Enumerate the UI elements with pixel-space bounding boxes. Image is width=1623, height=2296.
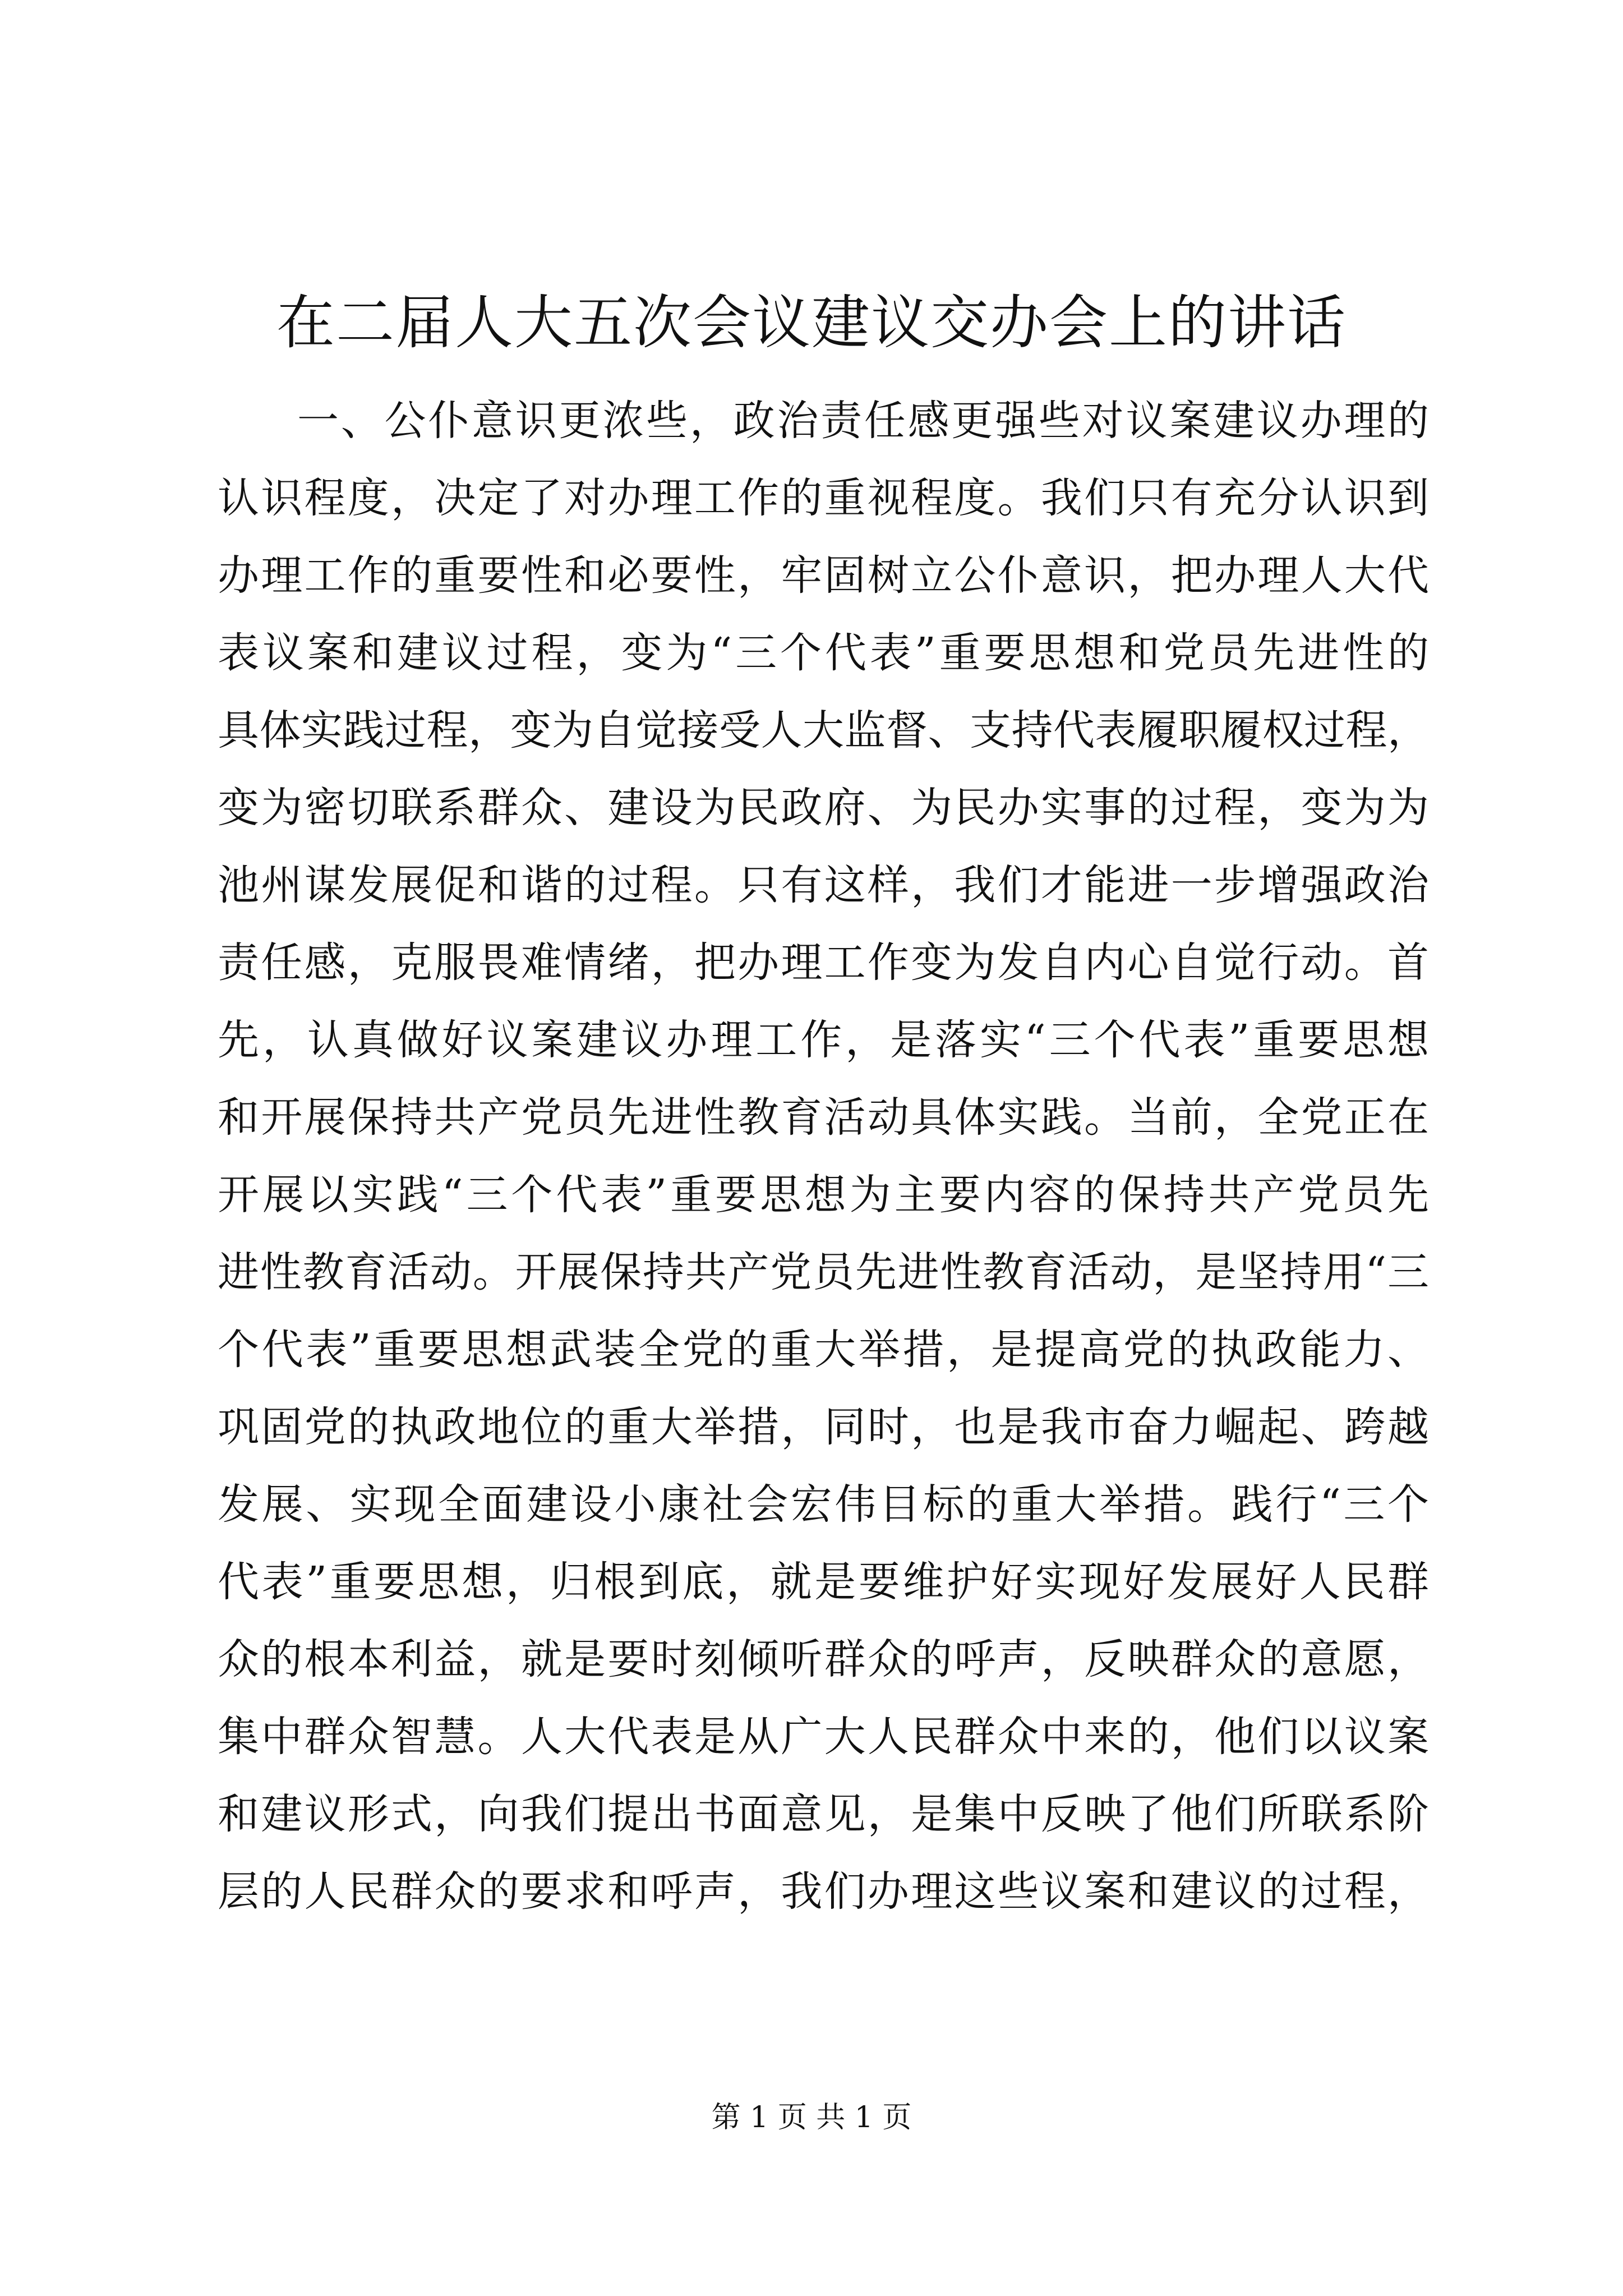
body-line: 代表”重要思想，归根到底，就是要维护好实现好发展好人民群 [218,1558,1429,1606]
page-footer: 第 1 页 共 1 页 [711,2101,912,2134]
body-line: 变为密切联系群众、建设为民政府、为民办实事的过程，变为为 [218,784,1429,832]
body-line: 和开展保持共产党员先进性教育活动具体实践。当前，全党正在 [218,1093,1429,1142]
body-line: 池州谋发展促和谐的过程。只有这样，我们才能进一步增强政治 [218,861,1429,909]
body-line: 表议案和建议过程，变为“三个代表”重要思想和党员先进性的 [218,629,1429,677]
body-line: 具体实践过程，变为自觉接受人大监督、支持代表履职履权过程， [218,706,1429,754]
body-line: 办理工作的重要性和必要性，牢固树立公仆意识，把办理人大代 [218,551,1429,600]
body-line: 和建议形式，向我们提出书面意见，是集中反映了他们所联系阶 [218,1790,1429,1838]
body-line: 巩固党的执政地位的重大举措，同时，也是我市奋力崛起、跨越 [218,1403,1429,1451]
body-line: 责任感，克服畏难情绪，把办理工作变为发自内心自觉行动。首 [218,938,1429,987]
body-line: 认识程度，决定了对办理工作的重视程度。我们只有充分认识到 [218,474,1429,522]
body-line: 发展、实现全面建设小康社会宏伟目标的重大举措。践行“三个 [218,1480,1429,1529]
body-line: 先，认真做好议案建议办理工作，是落实“三个代表”重要思想 [218,1016,1429,1064]
body-line: 一、公仆意识更浓些，政治责任感更强些对议案建议办理的 [297,397,1429,445]
body-line: 众的根本利益，就是要时刻倾听群众的呼声，反映群众的意愿， [218,1635,1429,1683]
body-line: 进性教育活动。开展保持共产党员先进性教育活动，是坚持用“三 [218,1248,1429,1296]
document-title: 在二届人大五次会议建议交办会上的讲话 [276,288,1347,357]
body-line: 个代表”重要思想武装全党的重大举措，是提高党的执政能力、 [218,1326,1429,1374]
body-line: 开展以实践“三个代表”重要思想为主要内容的保持共产党员先 [218,1171,1429,1219]
body-line: 层的人民群众的要求和呼声，我们办理这些议案和建议的过程， [218,1867,1429,1916]
body-line: 集中群众智慧。人大代表是从广大人民群众中来的，他们以议案 [218,1713,1429,1761]
